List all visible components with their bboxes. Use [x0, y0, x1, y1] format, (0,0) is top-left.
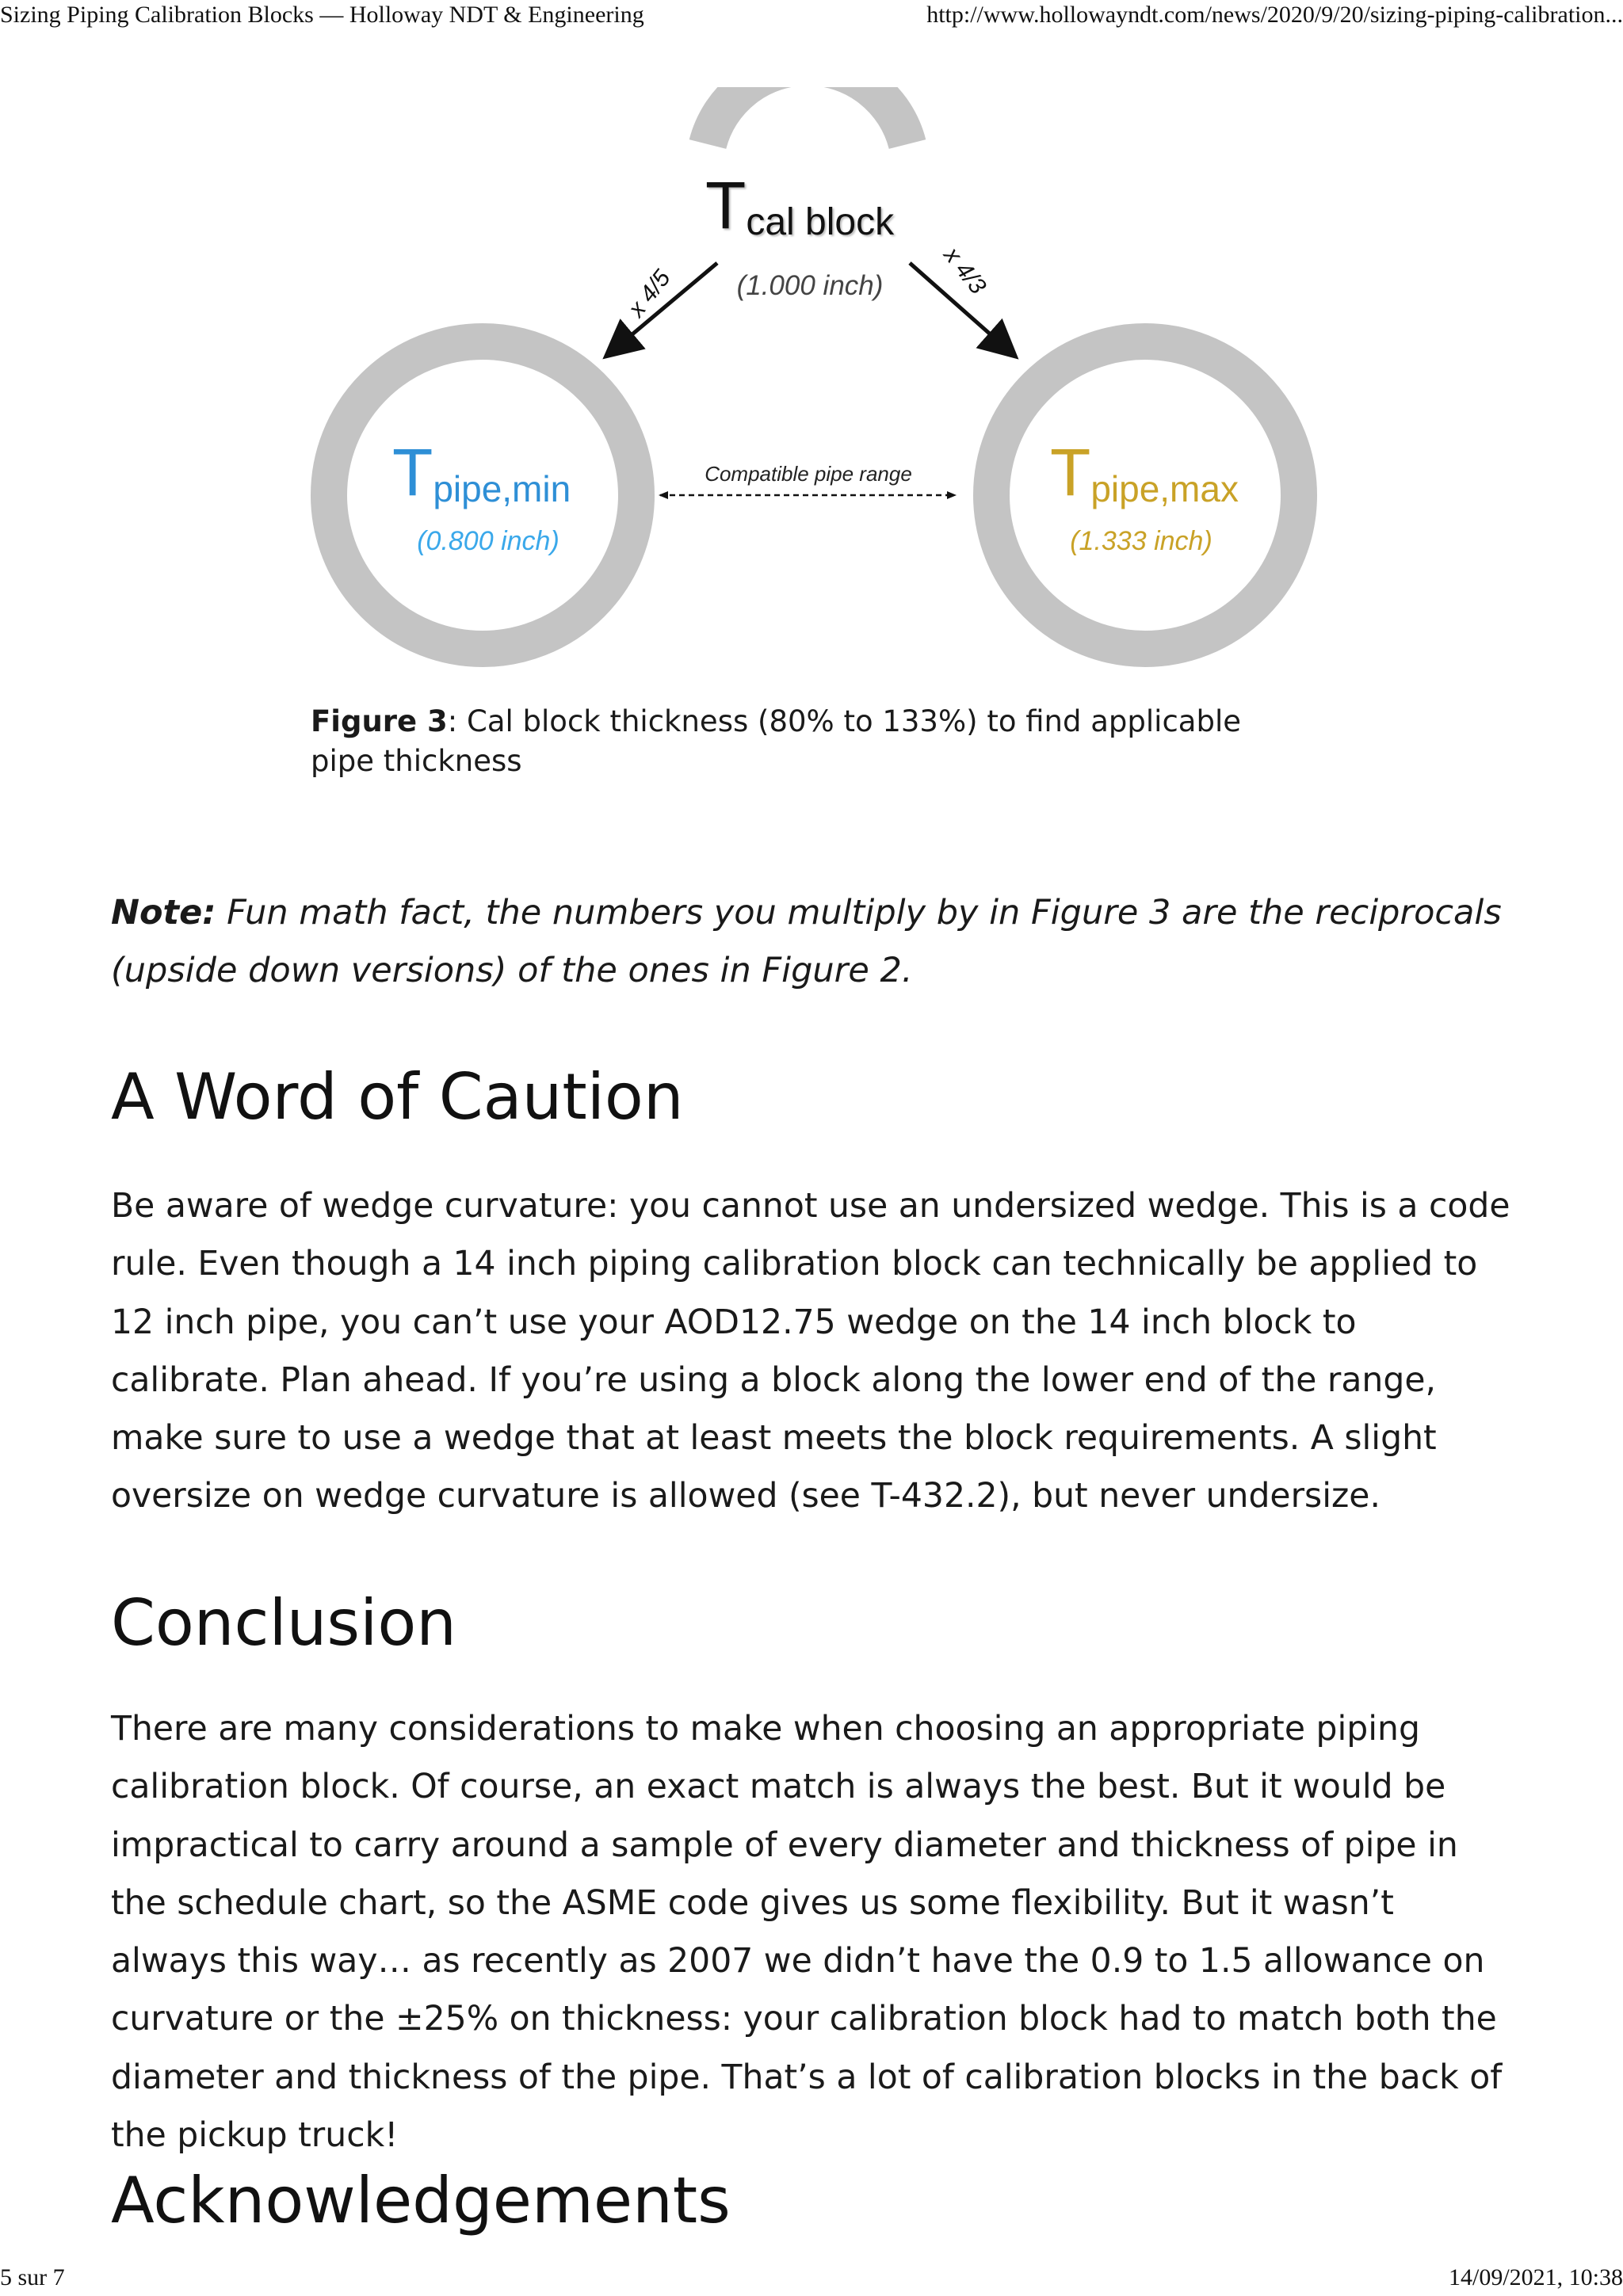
heading-acknowledgements: Acknowledgements: [111, 2164, 731, 2237]
note-paragraph: [111, 884, 1514, 1000]
svg-text:Tpipe,max: [1050, 435, 1239, 509]
pipe-max-value: (1.333 inch): [1070, 526, 1212, 556]
conclusion-paragraph: There are many considerations to make when choosing an appropriate piping calibration block. Of course, an exact match is always the best. But it would be impractical to carry around a sample of every diameter and thickness of pipe in the schedule chart, so the ASME code gives us some flexibility. But it wasn’t always this way… as recently as 2007 we didn’t have the 0.9 to 1.5 allowance on curvature or the ±25% on thickness: your calibration block had to match both the diameter and thickness of the pipe. That’s a lot of calibration blocks in the back of the pickup truck!: [111, 1710, 1503, 2156]
cal-block-value: (1.000 inch): [736, 270, 884, 301]
compatible-range-label: Compatible pipe range: [705, 462, 912, 486]
figure-3-diagram: [305, 87, 1319, 681]
heading-conclusion: Conclusion: [111, 1586, 456, 1660]
caution-section: [111, 1177, 1514, 1526]
cal-block-T: T: [705, 168, 747, 242]
print-footer-page: 5 sur 7: [0, 2264, 65, 2290]
print-header-title: Sizing Piping Calibration Blocks — Holloway NDT & Engineering: [0, 2, 644, 28]
print-header: [0, 2, 1623, 33]
caution-paragraph: Be aware of wedge curvature: you cannot use an undersized wedge. This is a code rule. Even though a 14 inch piping calibration block can technically be applied to 12 inch pipe, you can’t use your AOD12.75 wedge on the 14 inch block to calibrate. Plan ahead. If you’re using a block along the lower end of the range, make sure to use a wedge that at least meets the block requirements. A slight oversize on wedge curvature is allowed (see T-432.2), but never undersize.: [111, 1187, 1510, 1516]
pipe-max-subscript: pipe,max: [1090, 468, 1239, 509]
print-header-url: http://www.hollowayndt.com/news/2020/9/20/sizing-piping-calibration...: [926, 2, 1623, 28]
pipe-min-value: (0.800 inch): [417, 526, 559, 556]
note-label: Note:: [111, 893, 216, 933]
svg-text:Tpipe,min: [392, 435, 571, 509]
figure-caption-label: Figure 3: [311, 704, 448, 738]
pipe-max-T: T: [1050, 435, 1091, 509]
print-footer: [0, 2264, 1623, 2296]
figure-caption-text: : Cal block thickness (80% to 133%) to find applicable pipe thickness: [311, 704, 1241, 778]
conclusion-section: [111, 1700, 1514, 2164]
heading-word-of-caution: A Word of Caution: [111, 1060, 684, 1134]
svg-text:Tcal block: [705, 168, 895, 243]
pipe-min-subscript: pipe,min: [433, 468, 571, 509]
left-multiplier: x 4/5: [623, 265, 676, 322]
print-footer-datetime: 14/09/2021, 10:38: [1448, 2264, 1623, 2290]
note-text: Fun math fact, the numbers you multiply by in Figure 3 are the reciprocals (upside down versions) of the ones in Figure 2.: [111, 893, 1502, 990]
right-multiplier: x 4/3: [938, 242, 991, 299]
pipe-min-T: T: [392, 435, 433, 509]
cal-block-subscript: cal block: [746, 201, 895, 243]
figure-caption: [311, 702, 1262, 781]
cal-block-arc: [708, 87, 907, 144]
